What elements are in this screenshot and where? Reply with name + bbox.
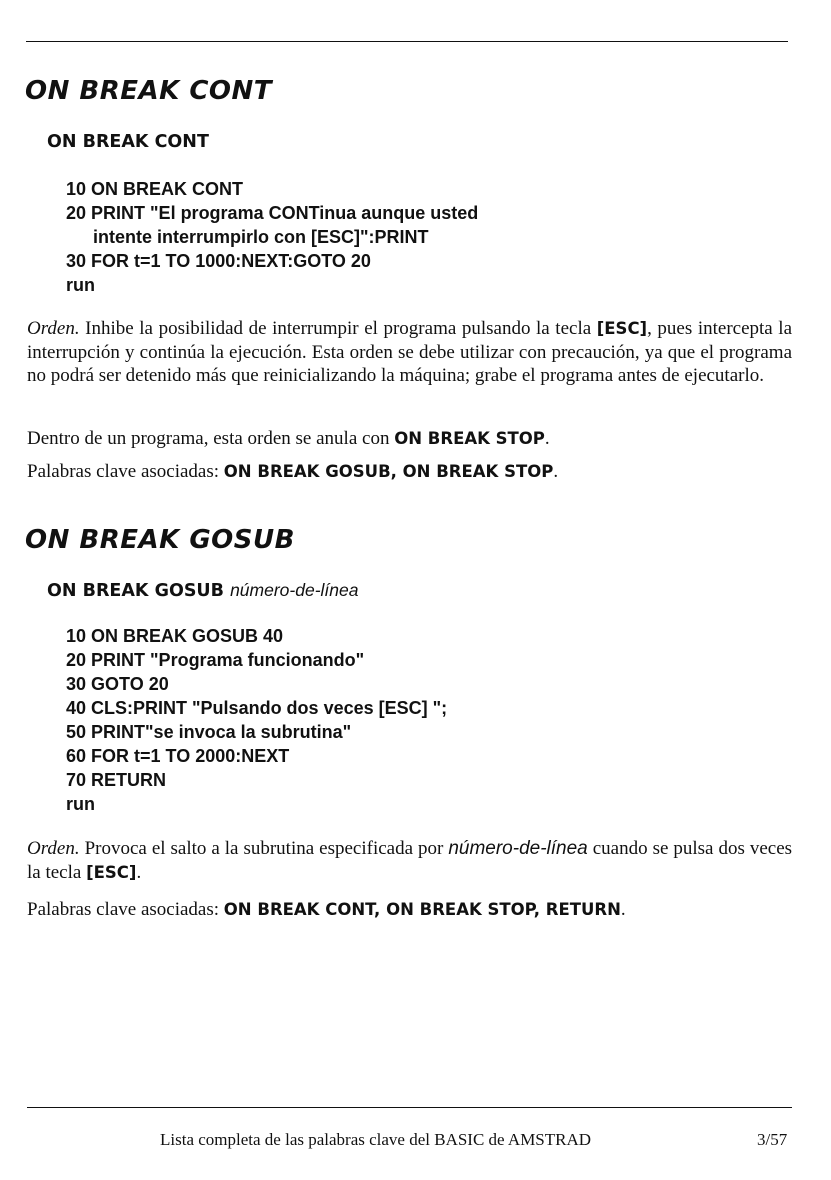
paragraph-text: Provoca el salto a la subrutina especificada por [84,838,444,859]
keyword-reference: ON BREAK CONT, ON BREAK STOP, RETURN [223,900,621,919]
keyword-reference: ON BREAK GOSUB, ON BREAK STOP [223,462,554,481]
code-line: run [66,275,95,295]
syntax-keyword: ON BREAK GOSUB [47,581,224,601]
paragraph-text: . [544,428,550,449]
code-line: 50 PRINT"se invoca la subrutina" [66,722,352,742]
paragraph-lead: Orden. [27,838,80,859]
code-line: 70 RETURN [66,770,167,790]
code-line: intente interrumpirlo con [ESC]":PRINT [93,227,429,247]
syntax-argument: número-de-línea [230,580,359,600]
section-heading-on-break-gosub: ON BREAK GOSUB [25,525,295,555]
key-reference: [ESC] [596,319,648,338]
code-line: 10 ON BREAK CONT [66,179,244,199]
code-line: run [66,794,95,814]
code-line: 20 PRINT "El programa CONTinua aunque usted [66,203,479,223]
related-keywords [27,898,792,922]
code-line: 60 FOR t=1 TO 2000:NEXT [66,746,290,766]
keyword-reference: ON BREAK STOP [394,429,545,448]
code-example-on-break-gosub [66,624,447,816]
argument-reference: número-de-línea [448,838,588,859]
code-line: 20 PRINT "Programa funcionando" [66,650,365,670]
paragraph-text: Inhibe la posibilidad de interrumpir el programa pulsando la tecla [85,318,592,339]
paragraph-text: . [553,461,559,482]
paragraph-text: . [136,861,142,883]
syntax-line-on-break-cont [47,132,209,152]
description-paragraph [27,317,792,388]
syntax-line-on-break-gosub [47,580,358,601]
footer-title: Lista completa de las palabras clave del BASIC de AMSTRAD [160,1130,592,1149]
key-reference: [ESC] [86,862,137,882]
description-paragraph [27,837,792,884]
paragraph-text: Dentro de un programa, esta orden se anula con [27,428,390,449]
paragraph-text: cuando se pulsa dos veces la tecla [27,838,793,883]
code-line: 40 CLS:PRINT "Pulsando dos veces [ESC] "; [66,698,448,718]
section-heading-on-break-cont: ON BREAK CONT [25,76,273,106]
paragraph-lead: Orden. [27,318,80,339]
code-line: 30 GOTO 20 [66,674,169,694]
code-line: 30 FOR t=1 TO 1000:NEXT:GOTO 20 [66,251,371,271]
syntax-keyword: ON BREAK CONT [47,132,209,152]
bottom-rule [27,1107,792,1108]
page-number: 3/57 [757,1130,788,1149]
paragraph-text: , pues intercepta la interrupción y continúa la ejecución. Esta orden se debe utilizar con precaución, ya que el programa no podrá ser detenido más que reinicializando la máquina; grabe el programa antes de ejecutarlo. [27,318,793,386]
note-paragraph [27,427,792,451]
paragraph-text: . [620,899,626,920]
code-line: 10 ON BREAK GOSUB 40 [66,626,284,646]
code-example-on-break-cont [66,177,478,297]
paragraph-text: Palabras clave asociadas: [27,899,220,920]
top-rule [26,41,788,42]
related-keywords [27,460,792,484]
paragraph-text: Palabras clave asociadas: [27,461,220,482]
